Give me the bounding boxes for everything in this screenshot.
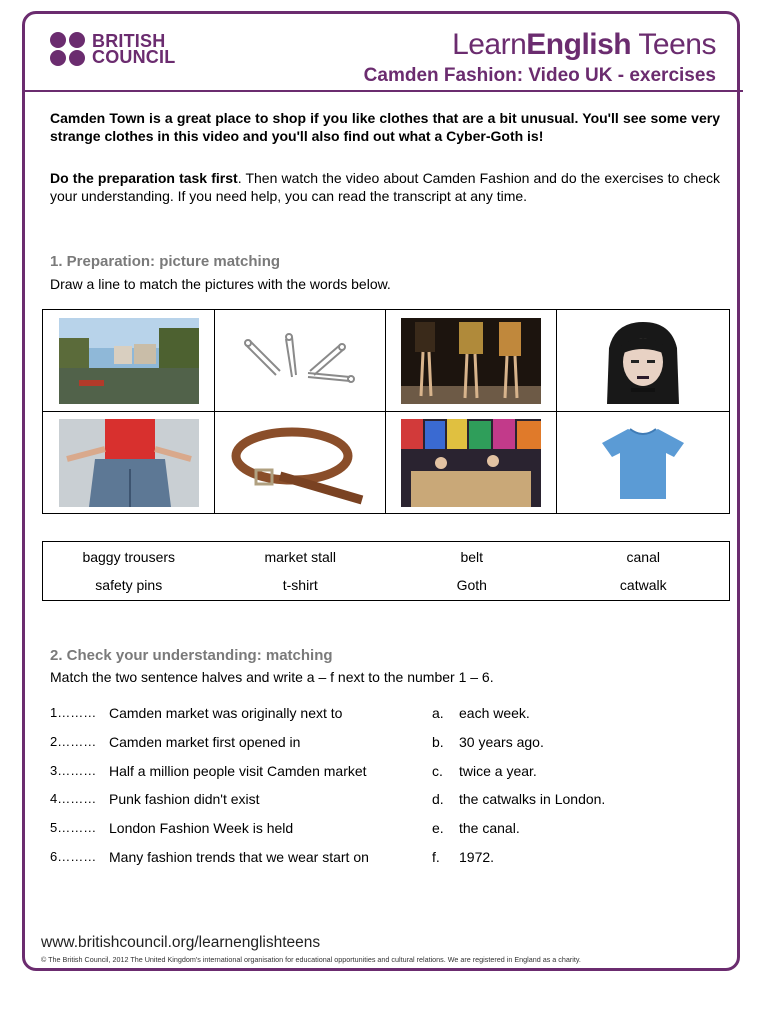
word-item: market stall xyxy=(264,549,337,565)
section-1-heading: 1. Preparation: picture matching xyxy=(50,253,281,270)
option-letter: b. xyxy=(432,733,444,750)
matching-row xyxy=(50,791,730,820)
word-item: belt xyxy=(460,549,484,565)
instructions-paragraph: Do the preparation task first. Then watch the video about Camden Fashion and do the exercises to check your understanding. If you need help, you can read the transcript at any time. xyxy=(50,170,720,204)
safety-pins-picture xyxy=(215,310,386,412)
header-divider xyxy=(22,90,743,92)
footer-copyright: © The British Council, 2012 The United Kingdom's international organisation for educational opportunities and cultural relations. We are registered in England as a charity. xyxy=(41,955,581,964)
word-item: baggy trousers xyxy=(82,549,176,565)
picture-grid xyxy=(42,309,730,514)
answer-blank[interactable]: 6……… xyxy=(50,848,97,864)
answer-blank[interactable]: 5……… xyxy=(50,820,97,836)
sentence-end: the canal. xyxy=(459,820,520,837)
word-item: t-shirt xyxy=(282,577,318,593)
word-item: Goth xyxy=(456,577,487,593)
word-item: safety pins xyxy=(95,577,163,593)
word-item: catwalk xyxy=(619,577,667,593)
sentence-end: 1972. xyxy=(459,848,495,865)
option-letter: f. xyxy=(432,848,440,865)
answer-blank[interactable]: 3……… xyxy=(50,762,97,778)
baggy-trousers-picture xyxy=(43,412,215,513)
option-letter: a. xyxy=(432,705,444,721)
sentence-end: each week. xyxy=(459,705,530,721)
footer-url[interactable]: www.britishcouncil.org/learnenglishteens xyxy=(41,934,321,951)
goth-picture xyxy=(557,310,729,412)
t-shirt-picture xyxy=(557,412,729,513)
belt-picture xyxy=(215,412,386,513)
answer-blank[interactable]: 4……… xyxy=(50,791,97,807)
section-2-heading: 2. Check your understanding: matching xyxy=(50,647,333,664)
matching-row xyxy=(50,849,730,878)
sentence-end: 30 years ago. xyxy=(459,733,544,750)
sentence-start: Many fashion trends that we wear start on xyxy=(109,848,369,865)
option-letter: c. xyxy=(432,762,443,779)
matching-row xyxy=(50,734,730,763)
section-1-instruction: Draw a line to match the pictures with the words below. xyxy=(50,276,391,292)
section-2-instruction: Match the two sentence halves and write a – f next to the number 1 – 6. xyxy=(50,669,494,685)
market-stall-picture xyxy=(386,412,557,513)
word-bank xyxy=(42,541,730,601)
matching-row xyxy=(50,763,730,792)
matching-list xyxy=(50,705,730,878)
sentence-start: Camden market first opened in xyxy=(109,733,301,750)
matching-row xyxy=(50,820,730,849)
answer-blank[interactable]: 1……… xyxy=(50,705,97,720)
answer-blank[interactable]: 2……… xyxy=(50,733,97,749)
document-title: Camden Fashion: Video UK - exercises xyxy=(363,65,716,86)
intro-paragraph: Camden Town is a great place to shop if you like clothes that are a bit unusual. You'll see some very strange clothes in this video and you'll also find out what a Cyber-Goth is! xyxy=(50,110,720,144)
logo-line-1: BRITISH xyxy=(92,31,166,51)
matching-row xyxy=(50,705,730,734)
option-letter: e. xyxy=(432,820,444,837)
logo-line-2: COUNCIL xyxy=(92,47,176,67)
canal-picture xyxy=(43,310,215,412)
catwalk-picture xyxy=(386,310,557,412)
sentence-start: Camden market was originally next to xyxy=(109,705,343,721)
word-item: canal xyxy=(626,549,660,565)
learnenglish-teens-brand: LearnEnglish Teens xyxy=(452,28,716,61)
sentence-end: twice a year. xyxy=(459,762,537,779)
sentence-start: Half a million people visit Camden market xyxy=(109,762,367,779)
british-council-logo xyxy=(50,32,175,66)
logo-dots-icon xyxy=(50,32,86,66)
sentence-start: Punk fashion didn't exist xyxy=(109,791,260,808)
sentence-end: the catwalks in London. xyxy=(459,791,606,808)
option-letter: d. xyxy=(432,791,444,808)
sentence-start: London Fashion Week is held xyxy=(109,820,294,837)
